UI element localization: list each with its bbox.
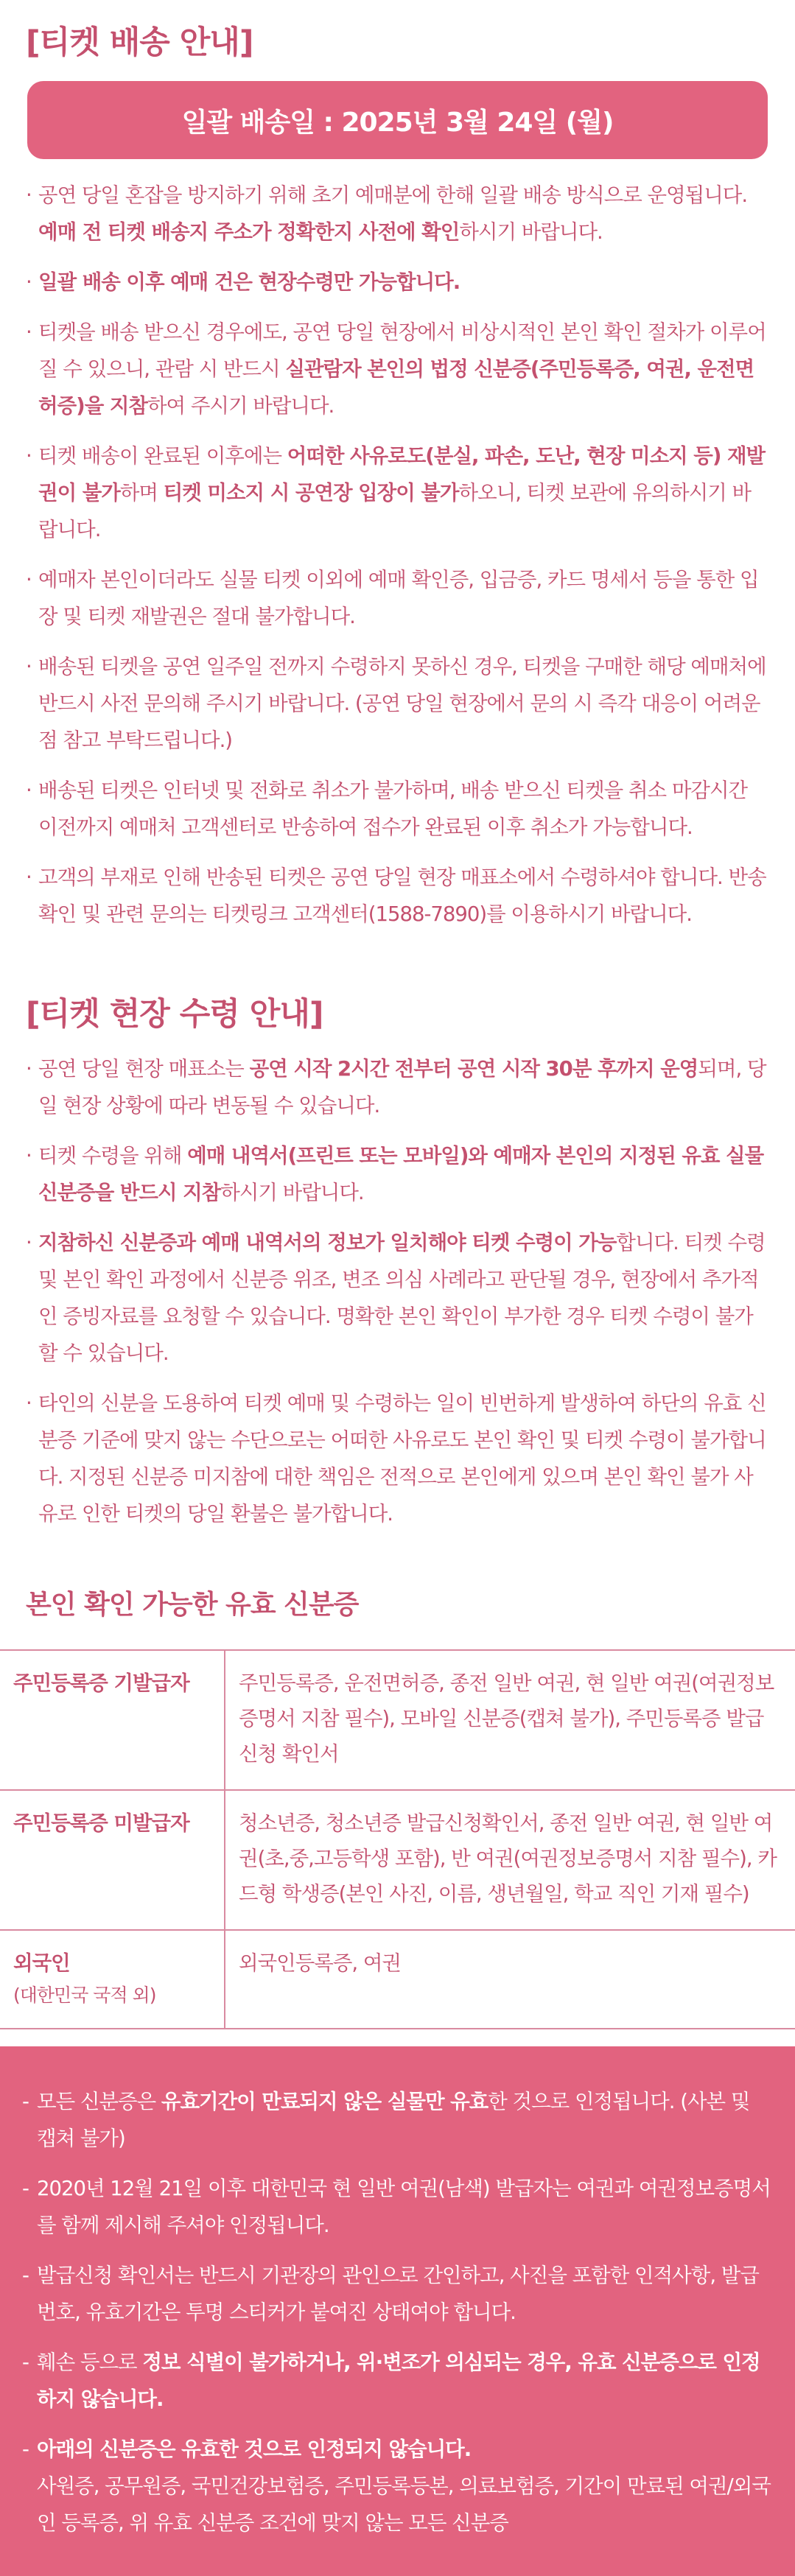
note-item-1: - 모든 신분증은 유효기간이 만료되지 않은 실물만 유효한 것으로 인정됩니다. (사본 및 캡쳐 불가) — [22, 2083, 773, 2157]
id-row-category: 주민등록증 미발급자 — [0, 1790, 225, 1930]
delivery-item-4: · 티켓 배송이 완료된 이후에는 어떠한 사유로도(분실, 파손, 도난, 현장 미소지 등) 재발권이 불가하며 티켓 미소지 시 공연장 입장이 불가하오니, 티켓 보관에 유의하시기 바랍니다. — [26, 438, 769, 548]
onsite-item-3: · 지참하신 신분증과 예매 내역서의 정보가 일치해야 티켓 수령이 가능합니다. 티켓 수령 및 본인 확인 과정에서 신분증 위조, 변조 의심 사례라고 판단될 경우, 현장에서 추가적인 증빙자료를 요청할 수 있습니다. 명확한 본인 확인이 부가한 경우 티켓 수령이 불가할 수 있습니다. — [26, 1224, 769, 1372]
id-row-category: 외국인 (대한민국 국적 외) — [0, 1930, 225, 2029]
delivery-title: [티켓 배송 안내] — [26, 24, 253, 61]
id-row-detail: 주민등록증, 운전면허증, 종전 일반 여권, 현 일반 여권(여권정보증명서 지참 필수), 모바일 신분증(캡쳐 불가), 주민등록증 발급신청 확인서 — [225, 1650, 795, 1790]
delivery-date-banner: 일괄 배송일 : 2025년 3월 24일 (월) — [27, 81, 768, 159]
delivery-item-5: · 예매자 본인이더라도 실물 티켓 이외에 예매 확인증, 입금증, 카드 명세서 등을 통한 입장 및 티켓 재발권은 절대 불가합니다. — [26, 561, 769, 635]
delivery-item-6: · 배송된 티켓을 공연 일주일 전까지 수령하지 못하신 경우, 티켓을 구매한 해당 예매처에 반드시 사전 문의해 주시기 바랍니다. (공연 당일 현장에서 문의 시 즉각 대응이 어려운 점 참고 부탁드립니다.) — [26, 648, 769, 759]
id-row — [0, 1930, 795, 2029]
note-item-5: - 아래의 신분증은 유효한 것으로 인정되지 않습니다. 사원증, 공무원증, 국민건강보험증, 주민등록등본, 의료보험증, 기간이 만료된 여권/외국인 등록증, 위 유효 신분증 조건에 맞지 않는 모든 신분증 — [22, 2431, 773, 2541]
id-row-category: 주민등록증 기발급자 — [0, 1650, 225, 1790]
notes-panel — [0, 2046, 795, 2576]
delivery-section — [0, 0, 795, 933]
onsite-item-2: · 티켓 수령을 위해 예매 내역서(프린트 또는 모바일)와 예매자 본인의 지정된 유효 실물 신분증을 반드시 지참하시기 바랍니다. — [26, 1137, 769, 1211]
note-item-3: - 발급신청 확인서는 반드시 기관장의 관인으로 간인하고, 사진을 포함한 인적사항, 발급번호, 유효기간은 투명 스티커가 붙여진 상태여야 합니다. — [22, 2257, 773, 2331]
id-table — [0, 1649, 795, 2029]
id-section — [0, 1584, 795, 2029]
id-row — [0, 1790, 795, 1930]
delivery-item-1: · 공연 당일 혼잡을 방지하기 위해 초기 예매분에 한해 일괄 배송 방식으로 운영됩니다. 예매 전 티켓 배송지 주소가 정확한지 사전에 확인하시기 바랍니다. — [26, 177, 769, 250]
note-item-4: - 훼손 등으로 정보 식별이 불가하거나, 위·변조가 의심되는 경우, 유효 신분증으로 인정하지 않습니다. — [22, 2344, 773, 2418]
id-row-detail: 청소년증, 청소년증 발급신청확인서, 종전 일반 여권, 현 일반 여권(초,중,고등학생 포함), 반 여권(여권정보증명서 지참 필수), 카드형 학생증(본인 사진, 이름, 생년월일, 학교 직인 기재 필수) — [225, 1790, 795, 1930]
delivery-item-3: · 티켓을 배송 받으신 경우에도, 공연 당일 현장에서 비상시적인 본인 확인 절차가 이루어질 수 있으니, 관람 시 반드시 실관람자 본인의 법정 신분증(주민등록증, 여권, 운전면허증)을 지참하여 주시기 바랍니다. — [26, 314, 769, 424]
id-row-category-note: (대한민국 국적 외) — [13, 1984, 156, 2006]
note-item-2: - 2020년 12월 21일 이후 대한민국 현 일반 여권(남색) 발급자는 여권과 여권정보증명서를 함께 제시해 주셔야 인정됩니다. — [22, 2170, 773, 2244]
id-row — [0, 1650, 795, 1790]
id-row-detail: 외국인등록증, 여권 — [225, 1930, 795, 2029]
delivery-item-7: · 배송된 티켓은 인터넷 및 전화로 취소가 불가하며, 배송 받으신 티켓을 취소 마감시간 이전까지 예매처 고객센터로 반송하여 접수가 완료된 이후 취소가 가능합니다. — [26, 772, 769, 846]
delivery-item-2: · 일괄 배송 이후 예매 건은 현장수령만 가능합니다. — [26, 264, 769, 301]
delivery-item-8: · 고객의 부재로 인해 반송된 티켓은 공연 당일 현장 매표소에서 수령하셔야 합니다. 반송 확인 및 관련 문의는 티켓링크 고객센터(1588-7890)를 이용하시기 바랍니다. — [26, 859, 769, 933]
onsite-item-4: · 타인의 신분을 도용하여 티켓 예매 및 수령하는 일이 빈번하게 발생하여 하단의 유효 신분증 기준에 맞지 않는 수단으로는 어떠한 사유로도 본인 확인 및 티켓 수령이 불가합니다. 지정된 신분증 미지참에 대한 책임은 전적으로 본인에게 있으며 본인 확인 불가 사유로 인한 티켓의 당일 환불은 불가합니다. — [26, 1385, 769, 1532]
onsite-item-1: · 공연 당일 현장 매표소는 공연 시작 2시간 전부터 공연 시작 30분 후까지 운영되며, 당일 현장 상황에 따라 변동될 수 있습니다. — [26, 1050, 769, 1124]
onsite-section — [0, 989, 795, 1532]
onsite-title: [티켓 현장 수령 안내] — [26, 996, 323, 1033]
id-section-title: 본인 확인 가능한 유효 신분증 — [26, 1590, 359, 1620]
